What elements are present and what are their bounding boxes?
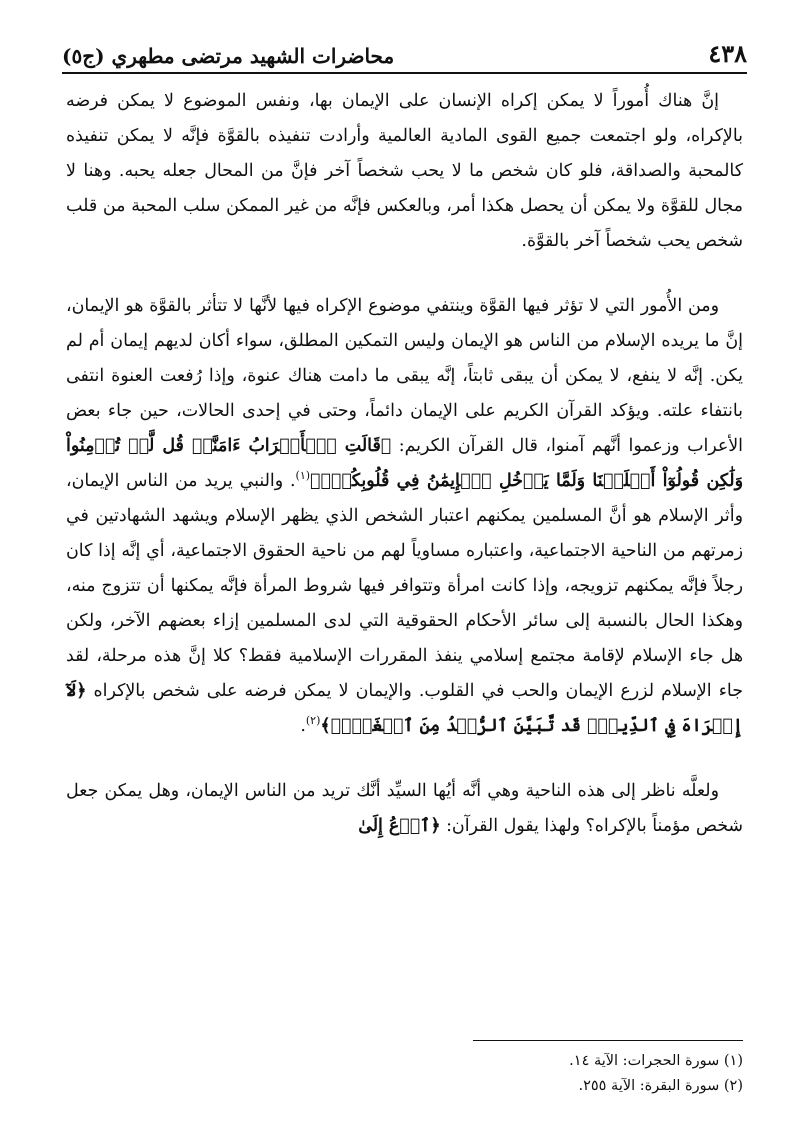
paragraph-2-end: . [300, 716, 306, 736]
footnote-2: (٢) سورة البقرة: الآية ٢٥٥. [578, 1078, 743, 1094]
page-number: ٤٣٨ [708, 39, 747, 68]
footnote-1: (١) سورة الحجرات: الآية ١٤. [569, 1053, 743, 1069]
quran-verse-hujurat: ﴿قَالَتِ ٱلۡأَعۡرَابُ ءَامَنَّاۖ قُل لَّمۡ تُؤۡمِنُواْ وَلَٰكِن قُولُوٓاْ أَسۡلَمۡنَا وَلَمَّا يَدۡخُلِ ٱلۡإِيمَٰنُ فِي قُلُوبِكُمۡۖ﴾ [66, 436, 743, 491]
quran-verse-nahl: ﴿ٱدۡعُ إِلَىٰ [358, 816, 441, 836]
paragraph-3 [66, 774, 743, 844]
paragraph-3-text: ولعلَّه ناظر إلى هذه الناحية وهي أنَّه أيُها السيِّد أنَّك تريد من الناس الإيمان، وهل يمكن جعل شخص مؤمناً بالإكراه؟ ولهذا يقول القرآن: [66, 781, 743, 836]
footnote-divider [473, 1040, 743, 1041]
paragraph-1: إنَّ هناك أُموراً لا يمكن إكراه الإنسان على الإيمان بها، ونفس الموضوع لا يمكن فرضه بالإكراه، ولو اجتمعت جميع القوى المادية العالمية وأرادت تنفيذه بالقوَّة فإنَّه لا يمكن تنفيذه كالمحبة والصداقة، فلو كان شخص ما لا يحب شخصاً آخر فإنَّ من المحال جعله يحبه. وهنا لا مجال للقوَّة ولا يمكن أن يحصل هكذا أمر، وبالعكس فإنَّه من غير الممكن سلب المحبة من قلب شخص يحب شخصاً آخر بالقوَّة. [66, 91, 743, 251]
paragraph-2-part-a: ومن الأُمور التي لا تؤثر فيها القوَّة وينتفي موضوع الإكراه فيها لأنَّها لا تتأثر بالقوَّة هو الإيمان، إنَّ ما يريده الإسلام من الناس هو الإيمان وليس التمكين المطلق، سواء أكان لديهم إيمان أم لم يكن. إنَّه لا ينفع، لا يمكن أن يبقى ثابتاً، إنَّه يبقى ما دامت هناك عنوة، وإذا رُفعت العنوة انتفى بانتفاء علته. ويؤكد القرآن الكريم على الإيمان دائماً، وحتى في إحدى الحالات، حين جاء بعض الأعراب وزعموا أنَّهم آمنوا، قال القرآن الكريم: [66, 296, 743, 456]
page-header [62, 28, 747, 74]
footnotes [66, 1040, 743, 1099]
paragraph-2-part-b: . والنبي يريد من الناس الإيمان، وأثر الإسلام هو أنَّ المسلمين يمكنهم اعتبار الشخص الذي يظهر الإسلام ويشهد الشهادتين في زمرتهم من الناحية الاجتماعية، واعتباره مساوياً لهم من ناحية الحقوق الاجتماعية، أي إنَّه إذا كان رجلاً فإنَّه يمكنهم تزويجه، وإذا كانت امرأة وتتوافر فيها شروط المرأة فإنَّه يمكنها أن تتزوج منه، وهكذا الحال بالنسبة إلى سائر الأحكام الحقوقية التي لدى المسلمين إزاء بعضهم الآخر، ولكن هل جاء الإسلام لإقامة مجتمع إسلامي ينفذ المقررات الإسلامية فقط؟ كلا إنَّ هذه مرحلة، لقد جاء الإسلام لزرع الإيمان والحب في القلوب. والإيمان لا يمكن فرضه على شخص بالإكراه [66, 471, 743, 701]
quran-verse-baqara: ﴿لَآ إِكۡرَاهَ فِي ٱلدِّينِۖ قَد تَّبَيَّنَ ٱلرُّشۡدُ مِنَ ٱلۡغَيِّۚ﴾ [66, 681, 743, 736]
book-title: محاضرات الشهيد مرتضى مطهري (ج٥) [62, 44, 395, 68]
paragraph-2 [66, 289, 743, 744]
footnote-ref-2: (٢) [305, 714, 321, 728]
main-text [66, 84, 743, 844]
footnote-ref-1: (١) [295, 469, 311, 483]
